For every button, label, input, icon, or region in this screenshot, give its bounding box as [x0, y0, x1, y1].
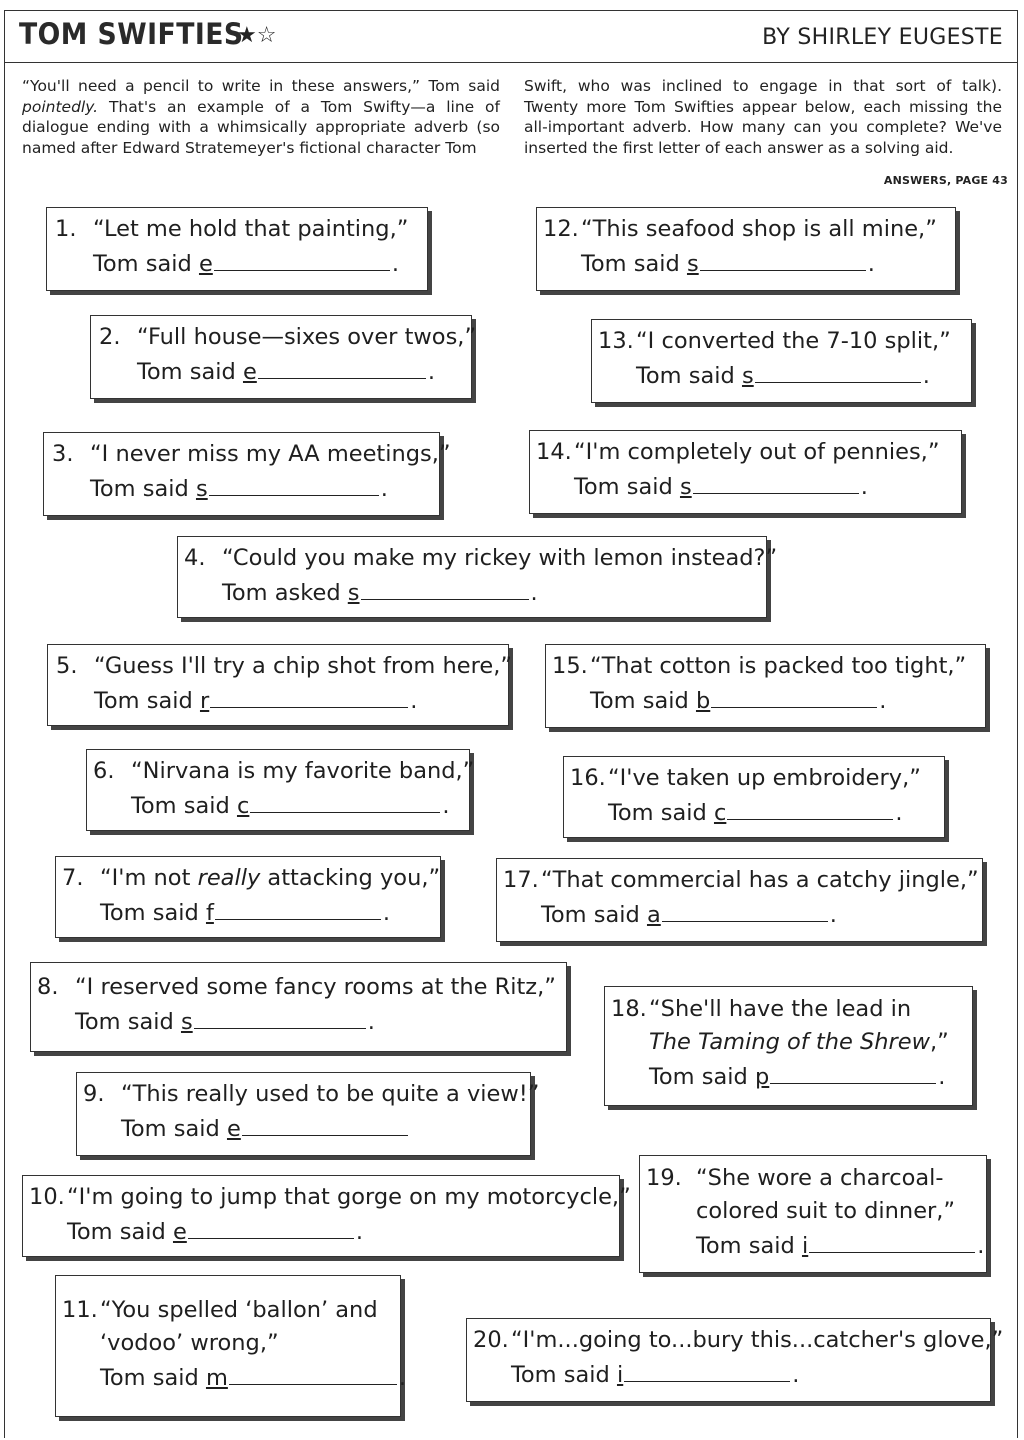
answer-end: .: [895, 800, 903, 826]
hint-letter: s: [741, 363, 754, 389]
answer-end: .: [922, 363, 930, 389]
puzzle-quote: “This seafood shop is all mine,”: [581, 216, 937, 242]
answer-verb: Tom asked: [222, 580, 341, 606]
puzzle-number: 12.: [543, 216, 579, 242]
hint-letter: p: [754, 1064, 770, 1090]
answer-blank[interactable]: [210, 683, 408, 708]
hint-letter: c: [713, 800, 727, 826]
hint-letter: r: [199, 688, 210, 714]
puzzle-card-20: [466, 1318, 1004, 1402]
answer-end: .: [410, 688, 418, 714]
answer-end: .: [829, 902, 837, 928]
puzzle-card-19: [639, 1155, 987, 1273]
answer-blank[interactable]: [188, 1214, 354, 1239]
puzzle-card-15: [545, 644, 986, 728]
puzzle-quote: “I'm completely out of pennies,”: [574, 439, 940, 465]
page-title: TOM SWIFTIES: [19, 17, 244, 51]
answer-end: .: [530, 580, 538, 606]
puzzle-card-6: [86, 749, 475, 831]
puzzle-quote: “Full house—sixes over twos,”: [137, 324, 477, 350]
puzzle-number: 5.: [56, 653, 78, 679]
hint-letter: c: [236, 793, 250, 819]
answer-blank[interactable]: [194, 1004, 366, 1029]
intro-italic: pointedly.: [22, 97, 99, 116]
intro-left-column: [22, 76, 500, 158]
answer-end: .: [398, 1365, 407, 1391]
puzzle-number: 4.: [184, 545, 206, 571]
hint-letter: i: [616, 1362, 624, 1388]
puzzle-quote: “That commercial has a catchy jingle,”: [541, 867, 979, 893]
puzzle-quote-line-2: The Taming of the Shrew,”: [649, 1029, 949, 1055]
answer-verb: Tom said: [67, 1219, 166, 1245]
intro-text: That's an example of a Tom Swifty—a line of dialogue ending with a whimsically appropriate adverb (so named after Edward Stratemeyer's fictional character Tom: [22, 97, 500, 157]
puzzle-number: 8.: [37, 974, 59, 1000]
page-header: [5, 11, 1017, 63]
intro-text: “You'll need a pencil to write in these answers,” Tom said: [22, 77, 500, 95]
puzzle-number: 9.: [83, 1081, 105, 1107]
answer-verb: Tom said: [93, 251, 192, 277]
puzzle-quote: “She wore a charcoal-: [696, 1165, 944, 1191]
answer-blank[interactable]: [755, 358, 921, 383]
answer-blank[interactable]: [624, 1357, 790, 1382]
hint-letter: e: [198, 251, 213, 277]
answer-blank[interactable]: [215, 895, 381, 920]
puzzle-number: 3.: [52, 441, 74, 467]
answer-blank[interactable]: [361, 575, 529, 600]
byline: BY SHIRLEY EUGESTE: [762, 25, 1003, 50]
answer-verb: Tom said: [511, 1362, 610, 1388]
answer-end: .: [867, 251, 875, 277]
answer-blank[interactable]: [250, 788, 440, 813]
answer-blank[interactable]: [258, 354, 426, 379]
hint-letter: i: [801, 1233, 809, 1259]
answer-end: .: [355, 1219, 363, 1245]
hint-letter: s: [686, 251, 699, 277]
puzzle-number: 16.: [570, 765, 606, 791]
puzzle-card-14: [529, 430, 962, 514]
answer-verb: Tom said: [100, 1365, 199, 1391]
puzzle-quote: “Guess I'll try a chip shot from here,”: [94, 653, 513, 679]
answer-verb: Tom said: [75, 1009, 174, 1035]
puzzle-quote: “That cotton is packed too tight,”: [590, 653, 967, 679]
puzzle-number: 10.: [29, 1184, 65, 1210]
hint-letter: b: [695, 688, 711, 714]
puzzle-number: 7.: [62, 865, 84, 891]
puzzle-number: 18.: [611, 996, 647, 1022]
answer-verb: Tom said: [696, 1233, 795, 1259]
answer-end: .: [860, 474, 868, 500]
answer-verb: Tom said: [121, 1116, 220, 1142]
puzzle-card-10: [22, 1175, 631, 1257]
puzzle-quote: “You spelled ‘ballon’ and: [100, 1297, 378, 1323]
answer-blank[interactable]: [229, 1360, 397, 1385]
puzzle-quote: “I've taken up embroidery,”: [608, 765, 921, 791]
puzzle-card-11: [55, 1275, 407, 1417]
puzzle-quote: “I'm not really attacking you,”: [100, 865, 441, 891]
puzzle-quote: “I converted the 7-10 split,”: [636, 328, 951, 354]
answer-blank[interactable]: [809, 1228, 975, 1253]
answer-end: .: [380, 476, 388, 502]
puzzle-card-16: [563, 756, 945, 838]
hint-letter: e: [242, 359, 257, 385]
answer-verb: Tom said: [94, 688, 193, 714]
puzzle-number: 14.: [536, 439, 572, 465]
answer-verb: Tom said: [608, 800, 707, 826]
puzzle-card-17: [496, 858, 983, 942]
answer-verb: Tom said: [137, 359, 236, 385]
puzzle-number: 20.: [473, 1327, 509, 1353]
answer-verb: Tom said: [649, 1064, 748, 1090]
puzzle-quote-line-2: colored suit to dinner,”: [696, 1198, 956, 1224]
puzzle-card-12: [536, 207, 956, 291]
puzzle-card-3: [43, 432, 451, 516]
answer-blank[interactable]: [214, 246, 390, 271]
answer-end: .: [879, 688, 887, 714]
puzzle-card-2: [90, 315, 477, 399]
hint-letter: e: [226, 1116, 241, 1142]
puzzle-card-1: [46, 207, 428, 291]
puzzle-card-18: [604, 986, 973, 1106]
answer-end: .: [382, 900, 391, 926]
answer-blank[interactable]: [662, 897, 828, 922]
answer-end: .: [391, 251, 399, 277]
answers-reference: ANSWERS, PAGE 43: [883, 174, 1008, 187]
puzzle-card-4: [177, 536, 778, 618]
puzzle-quote: “I reserved some fancy rooms at the Ritz,”: [75, 974, 556, 1000]
answer-end: .: [427, 359, 435, 385]
hint-letter: e: [172, 1219, 187, 1245]
hint-letter: a: [646, 902, 661, 928]
answer-end: .: [442, 793, 450, 819]
puzzle-quote: “Could you make my rickey with lemon instead?”: [222, 545, 778, 571]
puzzle-number: 1.: [55, 216, 77, 242]
puzzle-quote: “I'm going to jump that gorge on my motorcycle,”: [67, 1184, 631, 1210]
puzzle-number: 13.: [598, 328, 634, 354]
hint-letter: s: [180, 1009, 193, 1035]
puzzle-quote: “I never miss my AA meetings,”: [90, 441, 451, 467]
answer-verb: Tom said: [100, 900, 199, 926]
puzzle-quote: “Let me hold that painting,”: [93, 216, 409, 242]
puzzle-quote: “Nirvana is my favorite band,”: [131, 758, 475, 784]
answer-verb: Tom said: [574, 474, 673, 500]
answer-verb: Tom said: [636, 363, 735, 389]
hint-letter: s: [195, 476, 208, 502]
puzzle-number: 6.: [93, 758, 115, 784]
answer-end: .: [938, 1064, 946, 1090]
puzzle-quote: “She'll have the lead in: [649, 996, 912, 1022]
puzzle-number: 11.: [62, 1297, 98, 1323]
puzzle-card-8: [30, 962, 567, 1052]
intro-right-column: Swift, who was inclined to engage in that sort of talk). Twenty more Tom Swifties appear below, each missing the all-important adverb. How many can you complete? We've inserted the first letter of each answer as a solving aid.: [524, 77, 1002, 157]
puzzle-card-13: [591, 319, 972, 403]
puzzle-quote-line-2: ‘vodoo’ wrong,”: [100, 1330, 279, 1356]
answer-verb: Tom said: [90, 476, 189, 502]
answer-blank[interactable]: [693, 469, 859, 494]
puzzle-quote: “I'm...going to...bury this...catcher's glove,”: [511, 1327, 1004, 1353]
hint-letter: m: [205, 1365, 228, 1391]
puzzle-card-7: [55, 856, 441, 938]
answer-end: .: [977, 1233, 985, 1259]
answer-verb: Tom said: [541, 902, 640, 928]
hint-letter: s: [679, 474, 692, 500]
difficulty-stars: ★☆: [237, 23, 277, 48]
answer-blank[interactable]: [770, 1059, 936, 1084]
puzzle-card-5: [47, 644, 513, 726]
answer-verb: Tom said: [590, 688, 689, 714]
answer-verb: Tom said: [131, 793, 230, 819]
answer-end: .: [792, 1362, 800, 1388]
answer-blank[interactable]: [209, 471, 379, 496]
hint-letter: s: [347, 580, 360, 606]
puzzle-number: 15.: [552, 653, 588, 679]
answer-blank[interactable]: [242, 1111, 408, 1136]
answer-blank[interactable]: [700, 246, 866, 271]
puzzle-number: 2.: [99, 324, 121, 350]
hint-letter: f: [205, 900, 214, 926]
puzzle-quote: “This really used to be quite a view!”: [121, 1081, 540, 1107]
answer-end: .: [367, 1009, 375, 1035]
puzzle-number: 17.: [503, 867, 539, 893]
puzzle-card-9: [76, 1072, 540, 1156]
answer-blank[interactable]: [727, 795, 893, 820]
puzzle-number: 19.: [646, 1165, 682, 1191]
answer-blank[interactable]: [711, 683, 877, 708]
answer-verb: Tom said: [581, 251, 680, 277]
